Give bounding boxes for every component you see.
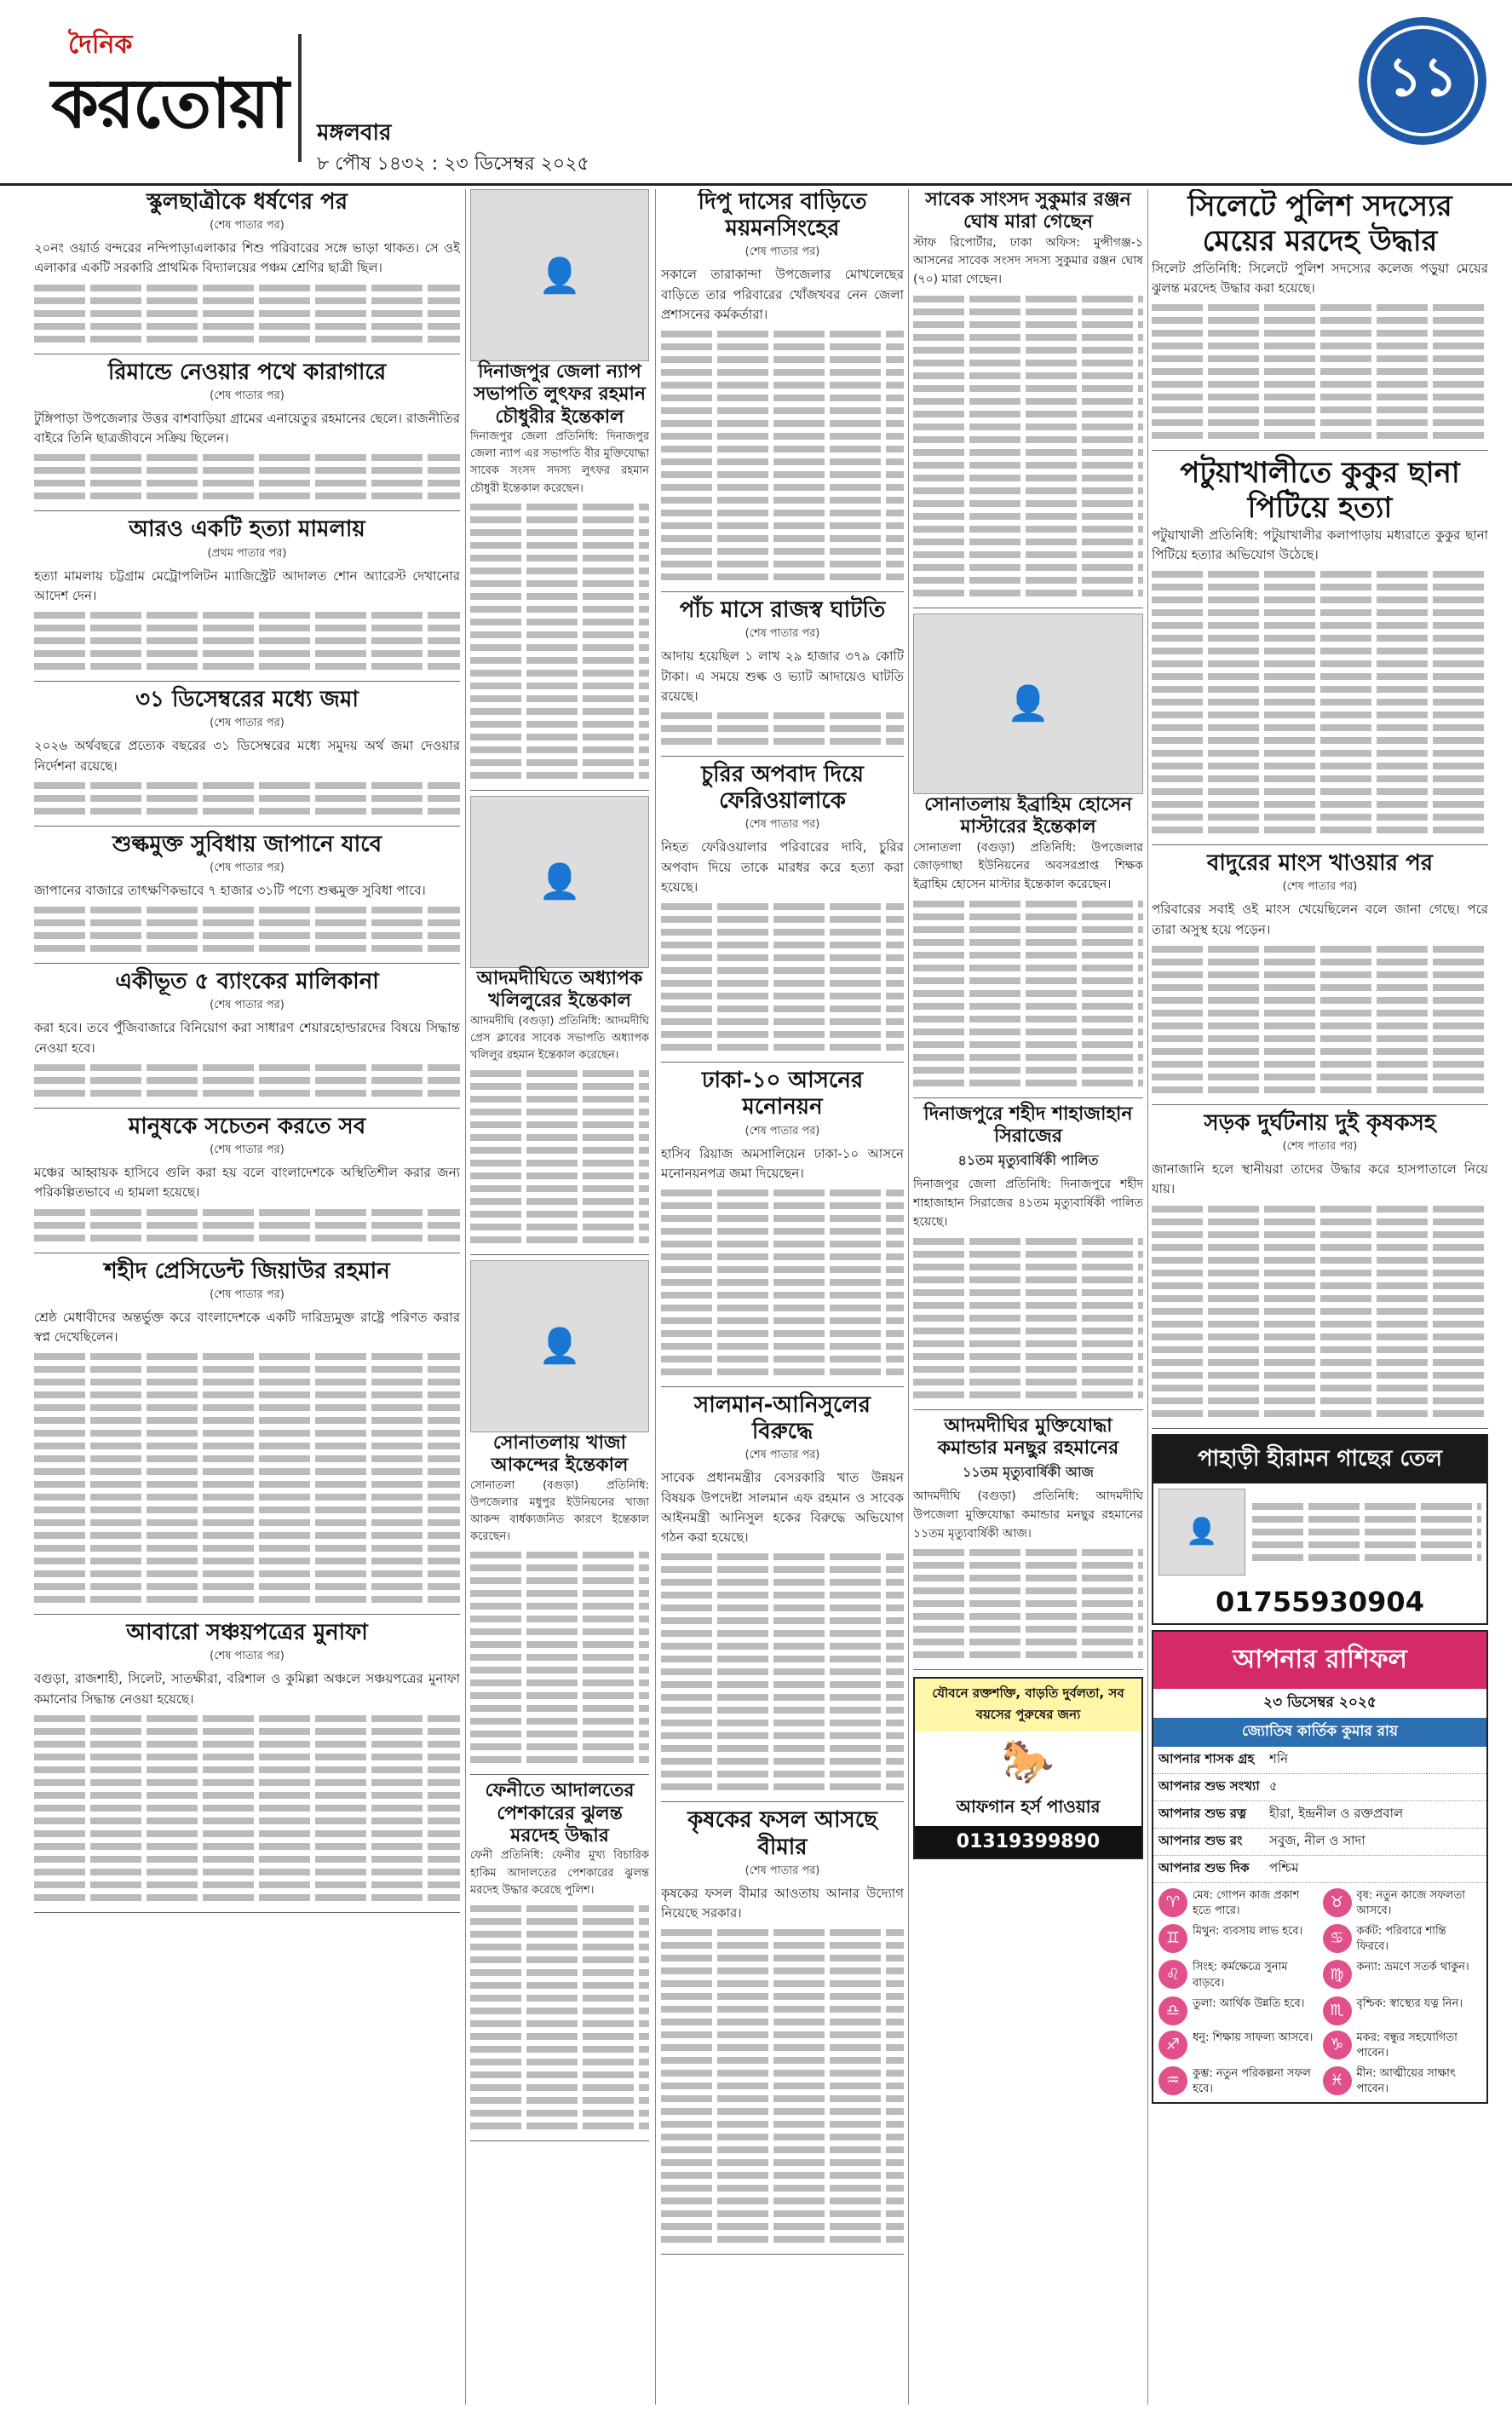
masthead-day: মঙ্গলবার <box>317 120 392 146</box>
story-body: মঞ্চের আহ্বায়ক হাসিবে গুলি করা হয় বলে বাংলাদেশকে অস্থিতিশীল করার জন্য পরিকল্পিতভাবে এ হামলা হয়েছে। <box>34 1165 460 1201</box>
news-story <box>661 189 904 592</box>
story-headline[interactable]: একীভূত ৫ ব্যাংকের মালিকানা <box>115 969 379 995</box>
story-headline[interactable]: সোনাতলায় ইব্রাহিম হোসেন মাস্টারের ইন্তেকাল <box>924 793 1132 838</box>
news-story <box>913 1103 1143 1410</box>
story-body: নিহত ফেরিওয়ালার পরিবারের দাবি, চুরির অপবাদ দিয়ে তাকে মারধর করে হত্যা করা হয়েছে। <box>661 839 904 895</box>
news-story <box>661 597 904 757</box>
story-headline[interactable]: শুল্কমুক্ত সুবিধায় জাপানে যাবে <box>112 831 382 857</box>
story-body: ২০২৬ অর্থবছরে প্রত্যেক বছরের ৩১ ডিসেম্বরের মধ্যে সমুদয় অর্থ জমা দেওয়ার নির্দেশনা রয়েছে। <box>34 738 460 774</box>
zodiac-item <box>1158 1888 1318 1919</box>
news-story <box>1152 456 1488 845</box>
horoscope-astrologer: জ্যোতিষ কার্তিক কুমার রায় <box>1153 1718 1486 1747</box>
story-headline[interactable]: আবারো সঞ্চয়পত্রের মুনাফা <box>126 1620 368 1646</box>
masthead-divider <box>298 34 302 162</box>
story-headline[interactable]: রিমান্ডে নেওয়ার পথে কারাগারে <box>107 359 387 385</box>
column-4 <box>913 189 1143 2422</box>
story-headline[interactable]: বাদুরের মাংস খাওয়ার পর <box>1206 850 1434 877</box>
continued-note: (শেষ পাতার পর) <box>210 861 285 874</box>
story-headline[interactable]: আদমদীঘিতে অধ্যাপক খলিলুরের ইন্তেকাল <box>476 967 643 1012</box>
news-story <box>34 832 460 964</box>
story-body: করা হবে। তবে পুঁজিবাজারে বিনিয়োগ করা সাধারণ শেয়ারহোল্ডারদের বিষয়ে সিদ্ধান্ত নেওয়া হবে। <box>34 1020 460 1056</box>
ad-phone[interactable]: 01755930904 <box>1216 1585 1424 1618</box>
story-body: পটুয়াখালী প্রতিনিধি: পটুয়াখালীর কলাপাড়ায় মধ্যরাতে কুকুর ছানা পিটিয়ে হত্যার অভিযোগ উঠেছে। <box>1152 527 1488 562</box>
portrait-photo: 👤 <box>470 1260 649 1432</box>
horoscope-row <box>1153 1801 1486 1829</box>
column-divider <box>908 189 909 2405</box>
story-headline[interactable]: আদমদীঘির মুক্তিযোদ্ধা কমান্ডার মনছুর রহমানের <box>937 1414 1119 1459</box>
news-story <box>34 360 460 512</box>
story-body: কৃষকের ফসল বীমার আওতায় আনার উদ্যোগ নিয়েছে সরকার। <box>661 1885 904 1921</box>
horoscope-row <box>1153 1774 1486 1801</box>
zodiac-item <box>1158 2066 1318 2097</box>
news-story <box>1152 850 1488 1105</box>
horoscope-row-label: আপনার শাসক গ্রহ <box>1158 1750 1255 1766</box>
zodiac-icon: ♒ <box>1158 2066 1187 2095</box>
masthead <box>0 0 1512 186</box>
story-headline[interactable]: স্কুলছাত্রীকে ধর্ষণের পর <box>146 189 348 215</box>
zodiac-text: কুম্ভ: নতুন পরিকল্পনা সফল হবে। <box>1193 2067 1311 2096</box>
story-headline[interactable]: আরও একটি হত্যা মামলায় <box>129 516 365 543</box>
story-body: হাসিব রিয়াজ অমসালিয়েন ঢাকা-১০ আসনে মনোনয়নপত্র জমা দিয়েছেন। <box>661 1145 904 1181</box>
story-headline[interactable]: দিনাজপুর জেলা ন্যাপ সভাপতি লুৎফর রহমান চৌধুরীর ইন্তেকাল <box>473 361 647 428</box>
zodiac-text: ধনু: শিক্ষায় সাফল্য আসবে। <box>1193 2031 1314 2044</box>
news-story <box>661 1392 904 1802</box>
news-story <box>34 1259 460 1616</box>
portrait-photo: 👤 <box>913 614 1143 794</box>
continued-note: (শেষ পাতার পর) <box>210 389 285 402</box>
zodiac-item <box>1323 1960 1482 1990</box>
zodiac-item <box>1158 2031 1318 2061</box>
story-headline[interactable]: দিনাজপুরে শহীদ শাহাজাহান সিরাজের <box>923 1103 1133 1148</box>
story-body: সিলেট প্রতিনিধি: সিলেটে পুলিশ সদস্যের কলেজ পড়ুয়া মেয়ের ঝুলন্ত মরদেহ উদ্ধার করা হয়েছে। <box>1152 260 1488 296</box>
continued-note: (শেষ পাতার পর) <box>210 1288 285 1301</box>
news-story <box>1152 1110 1488 1429</box>
story-body: শ্রেষ্ঠ মেধাবীদের অন্তর্ভুক্ত করে বাংলাদেশকে একটি দারিদ্র্যমুক্ত রাষ্ট্রে পরিণত করার স্বপ্ন দেখেছিলেন। <box>34 1309 460 1345</box>
story-body: স্টাফ রিপোর্টার, ঢাকা অফিস: মুন্সীগঞ্জ-১ আসনের সাবেক সংসদ সদস্য সুকুমার রঞ্জন ঘোষ (৭০) মারা গেছেন। <box>913 235 1143 287</box>
zodiac-item <box>1323 1888 1482 1919</box>
obituary-story <box>470 796 649 1255</box>
zodiac-item <box>1323 1924 1482 1955</box>
zodiac-item <box>1323 2031 1482 2061</box>
news-story <box>661 1068 904 1387</box>
story-body: আদমদীঘি (বগুড়া) প্রতিনিধি: আদমদীঘি প্রেস ক্লাবের সাবেক সভাপতি অধ্যাপক খলিলুর রহমান ইন্তেকাল করেছেন। <box>470 1014 649 1062</box>
column-divider <box>1147 189 1148 2405</box>
continued-note: (শেষ পাতার পর) <box>745 1449 820 1462</box>
news-story <box>661 762 904 1063</box>
ad-tagline: যৌবনে রক্তশক্তি, বাড়তি দুর্বলতা, সব বয়সের পুরুষের জন্য <box>915 1679 1141 1731</box>
story-headline[interactable]: সালমান-আনিসুলের বিরুদ্ধে <box>694 1392 871 1445</box>
continued-note: (শেষ পাতার পর) <box>745 818 820 832</box>
story-headline[interactable]: শহীদ প্রেসিডেন্ট জিয়াউর রহমান <box>104 1258 390 1284</box>
zodiac-item <box>1323 2066 1482 2097</box>
horse-icon: 🐎 <box>1001 1736 1055 1786</box>
story-body: জাপানের বাজারে তাৎক্ষণিকভাবে ৭ হাজার ৩১টি পণ্যে শুল্কমুক্ত সুবিধা পাবে। <box>34 882 426 898</box>
column-divider <box>465 189 466 2405</box>
zodiac-grid <box>1153 1883 1486 2103</box>
zodiac-icon: ♎ <box>1158 1996 1187 2025</box>
story-headline[interactable]: চুরির অপবাদ দিয়ে ফেরিওয়ালাকে <box>701 762 864 815</box>
news-story <box>34 1620 460 1913</box>
news-story <box>34 969 460 1109</box>
story-body: জানাজানি হলে স্থানীয়রা তাদের উদ্ধার করে হাসপাতালে নিয়ে যায়। <box>1152 1161 1488 1197</box>
continued-note: (শেষ পাতার পর) <box>1282 1140 1358 1154</box>
column-5 <box>1152 189 1488 2422</box>
story-body: আদায় হয়েছিল ১ লাখ ২৯ হাজার ৩৭৯ কোটি টাকা। এ সময়ে শুল্ক ও ভ্যাট আদায়েও ঘাটতি রয়েছে। <box>661 648 904 704</box>
story-body: বগুড়া, রাজশাহী, সিলেট, সাতক্ষীরা, বরিশাল ও কুমিল্লা অঞ্চলে সঞ্চয়পত্রের মুনাফা কমানোর সিদ্ধান্ত নেওয়া হয়েছে। <box>34 1671 460 1707</box>
story-headline[interactable]: সাবেক সাংসদ সুকুমার রঞ্জন ঘোষ মারা গেছেন <box>925 189 1131 233</box>
zodiac-text: কন্যা: ভ্রমণে সতর্ক থাকুন। <box>1356 1961 1469 1974</box>
story-headline[interactable]: সোনাতলায় খাজা আকন্দের ইন্তেকাল <box>491 1432 629 1477</box>
zodiac-item <box>1158 1960 1318 1990</box>
horoscope-row-label: আপনার শুভ সংখ্যা <box>1158 1777 1260 1794</box>
zodiac-text: তুলা: আর্থিক উন্নতি হবে। <box>1193 1996 1305 2010</box>
portrait-photo: 👤 <box>470 796 649 968</box>
continued-note: (শেষ পাতার পর) <box>745 1124 820 1138</box>
continued-note: (শেষ পাতার পর) <box>1282 880 1358 894</box>
zodiac-text: কর্কট: পরিবারে শান্তি ফিরবে। <box>1356 1924 1446 1954</box>
continued-note: (শেষ পাতার পর) <box>210 717 285 730</box>
story-body: আদমদীঘি (বগুড়া) প্রতিনিধি: আদমদীঘি উপজেলা মুক্তিযোদ্ধা কমান্ডার মনছুর রহমানের ১১তম মৃত্যুবার্ষিকী আজ। <box>913 1489 1143 1541</box>
story-body: পরিবারের সবাই ওই মাংস খেয়েছিলেন বলে জানা গেছে। পরে তারা অসুস্থ হয়ে পড়েন। <box>1152 902 1488 937</box>
horoscope-row <box>1153 1829 1486 1856</box>
zodiac-icon: ♍ <box>1323 1960 1352 1989</box>
story-body: সোনাতলা (বগুড়া) প্রতিনিধি: উপজেলার মধুপুর ইউনিয়নের খাজা আকন্দ বার্ধক্যজনিত কারণে ইন্তেকাল করেছেন। <box>470 1478 649 1544</box>
story-subheadline: ১১তম মৃত্যুবার্ষিকী আজ <box>962 1464 1095 1481</box>
obituary-story <box>470 1260 649 1775</box>
column-1 <box>34 189 460 2422</box>
story-headline[interactable]: পটুয়াখালীতে কুকুর ছানা পিটিয়ে হত্যা <box>1180 456 1460 525</box>
story-headline[interactable]: পাঁচ মাসে রাজস্ব ঘাটতি <box>679 597 886 624</box>
column-3 <box>661 189 904 2422</box>
story-headline[interactable]: দিপু দাসের বাড়িতে ময়মনসিংহের <box>698 189 867 242</box>
news-story <box>913 1415 1143 1671</box>
obituary-story <box>913 614 1143 1098</box>
news-story <box>661 1807 904 2255</box>
story-body: ২০নং ওয়ার্ড বন্দরের নন্দিপাড়াএলাকার শিশু পরিবারের সঙ্গে ভাড়া থাকত। সে ওই এলাকার একটি সরকারি প্রাথমিক বিদ্যালয়ের পঞ্চম শ্রেণির ছাত্রী ছিল। <box>34 240 460 276</box>
story-headline[interactable]: কৃষকের ফসল আসছে বীমার <box>687 1807 877 1860</box>
column-2 <box>470 189 649 2422</box>
zodiac-icon: ♈ <box>1158 1888 1187 1917</box>
continued-note: (শেষ পাতার পর) <box>745 627 820 641</box>
zodiac-icon: ♓ <box>1323 2066 1352 2095</box>
news-story <box>34 1114 460 1253</box>
horoscope-box <box>1152 1630 1488 2105</box>
story-body: হত্যা মামলায় চট্টগ্রাম মেট্রোপলিটন ম্যাজিস্ট্রেট আদালত শোন অ্যারেস্ট দেখানোর আদেশ দেন। <box>34 567 460 603</box>
horoscope-row-value: সবুজ, নীল ও সাদা <box>1269 1832 1365 1848</box>
obituary-story <box>470 189 649 791</box>
continued-note: (শেষ পাতার পর) <box>210 1650 285 1663</box>
ad-brand: আফগান হর্স পাওয়ার <box>956 1796 1101 1817</box>
horoscope-heading: আপনার রাশিফল <box>1153 1632 1486 1689</box>
zodiac-icon: ♑ <box>1323 2031 1352 2059</box>
horoscope-row <box>1153 1747 1486 1774</box>
zodiac-text: সিংহ: কর্মক্ষেত্রে সুনাম বাড়বে। <box>1193 1961 1288 1990</box>
story-body: সোনাতলা (বগুড়া) প্রতিনিধি: উপজেলার জোড়গাছা ইউনিয়নের অবসরপ্রাপ্ত শিক্ষক ইব্রাহিম হোসেন মাস্টার ইন্তেকাল করেছেন। <box>913 840 1143 891</box>
zodiac-icon: ♏ <box>1323 1996 1352 2025</box>
zodiac-icon: ♐ <box>1158 2031 1187 2059</box>
zodiac-text: বৃশ্চিক: স্বাস্থ্যের যত্ন নিন। <box>1356 1996 1463 2010</box>
portrait-photo: 👤 <box>470 189 649 361</box>
ad-phone[interactable]: 01319399890 <box>915 1826 1141 1858</box>
continued-note: (শেষ পাতার পর) <box>745 1864 820 1877</box>
horoscope-row-label: আপনার শুভ রত্ন <box>1158 1805 1247 1821</box>
horoscope-row-value: হীরা, ইন্দ্রনীল ও রক্তপ্রবাল <box>1269 1805 1404 1821</box>
news-story <box>1152 189 1488 451</box>
column-divider <box>655 189 656 2405</box>
zodiac-item <box>1158 1924 1318 1955</box>
continued-note: (শেষ পাতার পর) <box>745 245 820 259</box>
continued-note: (শেষ পাতার পর) <box>210 999 285 1012</box>
horoscope-row-value: ৫ <box>1269 1777 1278 1794</box>
ad-heading: পাহাড়ী হীরামন গাছের তেল <box>1153 1436 1486 1483</box>
story-headline[interactable]: ফেনীতে আদালতের পেশকারের ঝুলন্ত মরদেহ উদ্ধার <box>485 1780 635 1847</box>
story-headline[interactable]: সিলেটে পুলিশ সদস্যের মেয়ের মরদেহ উদ্ধার <box>1187 189 1452 258</box>
horoscope-details <box>1153 1747 1486 1883</box>
page-number-badge: ১১ <box>1359 17 1486 145</box>
logo-small-text: দৈনিক <box>68 30 133 60</box>
afghan-horse-power-ad[interactable] <box>913 1677 1143 1859</box>
story-body: দিনাজপুর জেলা প্রতিনিধি: দিনাজপুর জেলা ন্যাপ এর সভাপতি বীর মুক্তিযোদ্ধা সাবেক সংসদ সদস্য লুৎফর রহমান চৌধুরী ইন্তেকাল করেছেন। <box>470 430 649 495</box>
story-subheadline: ৪১তম মৃত্যুবার্ষিকী পালিত <box>957 1152 1099 1169</box>
continued-note: (শেষ পাতার পর) <box>210 219 285 233</box>
ad-photo: 👤 <box>1158 1489 1245 1576</box>
zodiac-item <box>1158 1996 1318 2025</box>
news-story <box>34 687 460 827</box>
story-headline[interactable]: ৩১ ডিসেম্বরের মধ্যে জমা <box>135 687 359 713</box>
news-story <box>34 189 460 354</box>
zodiac-text: মেষ: গোপন কাজ প্রকাশ হতে পারে। <box>1193 1888 1300 1917</box>
zodiac-item <box>1323 1996 1482 2025</box>
story-body: সকালে তারাকান্দা উপজেলার মোখলেছের বাড়িতে তার পরিবারের খোঁজখবর নেন জেলা প্রশাসনের কর্মকর্তারা। <box>661 267 904 322</box>
zodiac-icon: ♌ <box>1158 1960 1187 1989</box>
story-body: সাবেক প্রধানমন্ত্রীর বেসরকারি খাত উন্নয়ন বিষয়ক উপদেষ্টা সালমান এফ রহমান ও সাবেক আইনমন্ত্রী আনিসুল হকের বিরুদ্ধে অভিযোগ গঠন করা হয়েছে। <box>661 1470 904 1546</box>
zodiac-text: বৃষ: নতুন কাজে সফলতা আসবে। <box>1356 1888 1465 1917</box>
news-story <box>470 1780 649 2141</box>
zodiac-icon: ♊ <box>1158 1924 1187 1953</box>
story-body: দিনাজপুর জেলা প্রতিনিধি: দিনাজপুরে শহীদ শাহাজাহান সিরাজের ৪১তম মৃত্যুবার্ষিকী পালিত হয়েছে। <box>913 1178 1143 1229</box>
horoscope-row-label: আপনার শুভ দিক <box>1158 1859 1250 1875</box>
masthead-date: ৮ পৌষ ১৪৩২ : ২৩ ডিসেম্বর ২০২৫ <box>317 153 589 175</box>
story-body: টুঙ্গিপাড়া উপজেলার উত্তর বাশবাড়িয়া গ্রামের এনায়েতুর রহমানের ছেলে। রাজনীতির বাইরে তিনি ছাত্রজীবনে সক্রিয় ছিলেন। <box>34 410 460 446</box>
horoscope-row <box>1153 1856 1486 1883</box>
horoscope-row-value: পশ্চিম <box>1269 1859 1299 1875</box>
news-story <box>913 189 1143 608</box>
continued-note: (শেষ পাতার পর) <box>210 1143 285 1157</box>
hiramon-oil-ad[interactable] <box>1152 1434 1488 1625</box>
logo: করতোয়া <box>51 64 288 143</box>
horoscope-row-label: আপনার শুভ রং <box>1158 1832 1243 1848</box>
zodiac-icon: ♋ <box>1323 1924 1352 1953</box>
story-body: ফেনী প্রতিনিধি: ফেনীর মুখ্য বিচারিক হাকিম আদালতের পেশকারের ঝুলন্ত মরদেহ উদ্ধার করেছে পুলিশ। <box>470 1849 649 1897</box>
story-headline[interactable]: মানুষকে সচেতন করতে সব <box>128 1113 366 1139</box>
horoscope-date: ২৩ ডিসেম্বর ২০২৫ <box>1263 1693 1377 1711</box>
story-headline[interactable]: ঢাকা-১০ আসনের মনোনয়ন <box>701 1068 864 1120</box>
story-headline[interactable]: সড়ক দুর্ঘটনায় দুই কৃষকসহ <box>1204 1109 1436 1136</box>
news-story <box>34 516 460 682</box>
zodiac-icon: ♉ <box>1323 1888 1352 1917</box>
zodiac-text: মকর: বন্ধুর সহযোগিতা পাবেন। <box>1356 2031 1457 2059</box>
zodiac-text: মিথুন: ব্যবসায় লাভ হবে। <box>1193 1924 1303 1938</box>
horoscope-row-value: শনি <box>1269 1750 1289 1766</box>
zodiac-text: মীন: আত্মীয়ের সাক্ষাৎ পাবেন। <box>1356 2067 1456 2096</box>
continued-note: (প্রথম পাতার পর) <box>207 546 287 560</box>
